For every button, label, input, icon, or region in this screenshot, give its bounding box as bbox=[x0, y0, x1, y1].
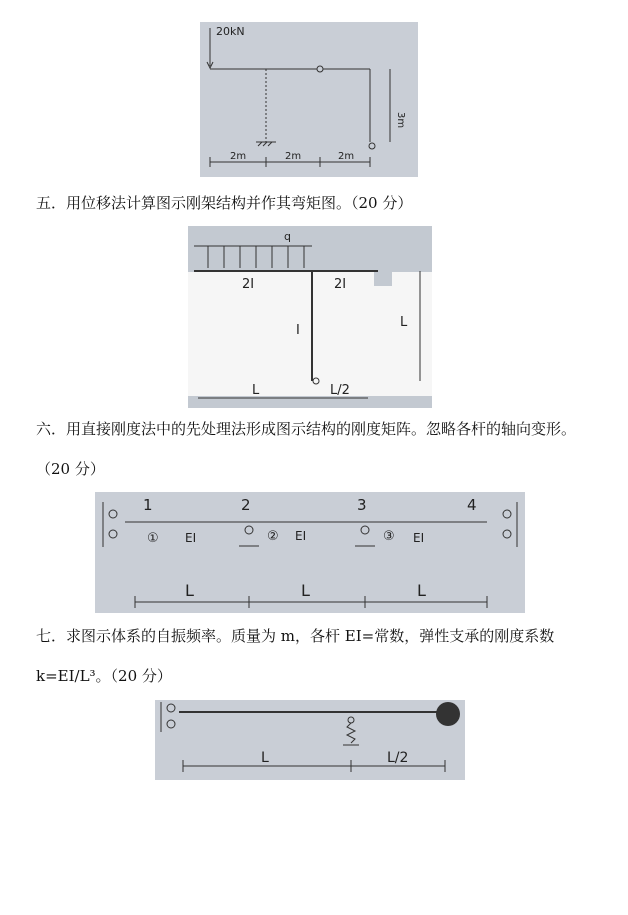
column-stiffness: I bbox=[296, 323, 300, 338]
support-3 bbox=[361, 526, 369, 534]
question-6: 六．用直接刚度法中的先处理法形成图示结构的刚度矩阵。忽略各杆的轴向变形。（20 分） bbox=[36, 420, 577, 478]
figure-frame-2 bbox=[188, 226, 432, 408]
question-5: 五．用位移法计算图示刚架结构并作其弯矩图。（20 分） bbox=[36, 194, 413, 212]
element-1-ei: EI bbox=[185, 531, 197, 545]
element-3: ③ bbox=[383, 529, 395, 544]
figure-continuous-beam bbox=[95, 492, 525, 613]
node-3: 3 bbox=[357, 496, 367, 514]
right-beam-stiffness: 2I bbox=[334, 277, 347, 292]
load-label: 20kN bbox=[216, 25, 245, 38]
right-support bbox=[503, 510, 511, 518]
left-support bbox=[167, 704, 175, 712]
node-4: 4 bbox=[467, 496, 477, 514]
left-beam-stiffness: 2I bbox=[242, 277, 255, 292]
span-label-2: L bbox=[301, 581, 310, 600]
node-1: 1 bbox=[143, 496, 153, 514]
height-label: 3m bbox=[395, 112, 406, 129]
support-2 bbox=[245, 526, 253, 534]
spring-support bbox=[348, 717, 354, 723]
span-label-2: L/2 bbox=[387, 750, 409, 766]
span-label-1: 2m bbox=[230, 151, 247, 162]
mass bbox=[436, 702, 460, 726]
span-label-3: 2m bbox=[338, 151, 355, 162]
element-2: ② bbox=[267, 529, 279, 544]
span-left-label: L bbox=[252, 383, 260, 398]
span-label-1: L bbox=[261, 750, 269, 766]
figure-frame-1 bbox=[200, 22, 418, 177]
bottom-hinge bbox=[313, 378, 319, 384]
pin-support bbox=[369, 143, 375, 149]
element-1: ① bbox=[147, 531, 159, 546]
element-2-ei: EI bbox=[295, 529, 307, 543]
left-support bbox=[109, 510, 117, 518]
span-label-2: 2m bbox=[285, 151, 302, 162]
element-3-ei: EI bbox=[413, 531, 425, 545]
question-7: 七．求图示体系的自振频率。质量为 m，各杆 EI=常数，弹性支承的刚度系数 k=EI/L³。（20 分） bbox=[36, 627, 555, 685]
span-label-1: L bbox=[185, 581, 194, 600]
figure-mass-spring-beam bbox=[155, 700, 465, 780]
span-label-3: L bbox=[417, 581, 426, 600]
span-right-label: L/2 bbox=[330, 383, 350, 398]
hinge bbox=[317, 66, 323, 72]
load-q-label: q bbox=[284, 230, 291, 243]
node-2: 2 bbox=[241, 496, 251, 514]
height-label: L bbox=[400, 315, 408, 330]
